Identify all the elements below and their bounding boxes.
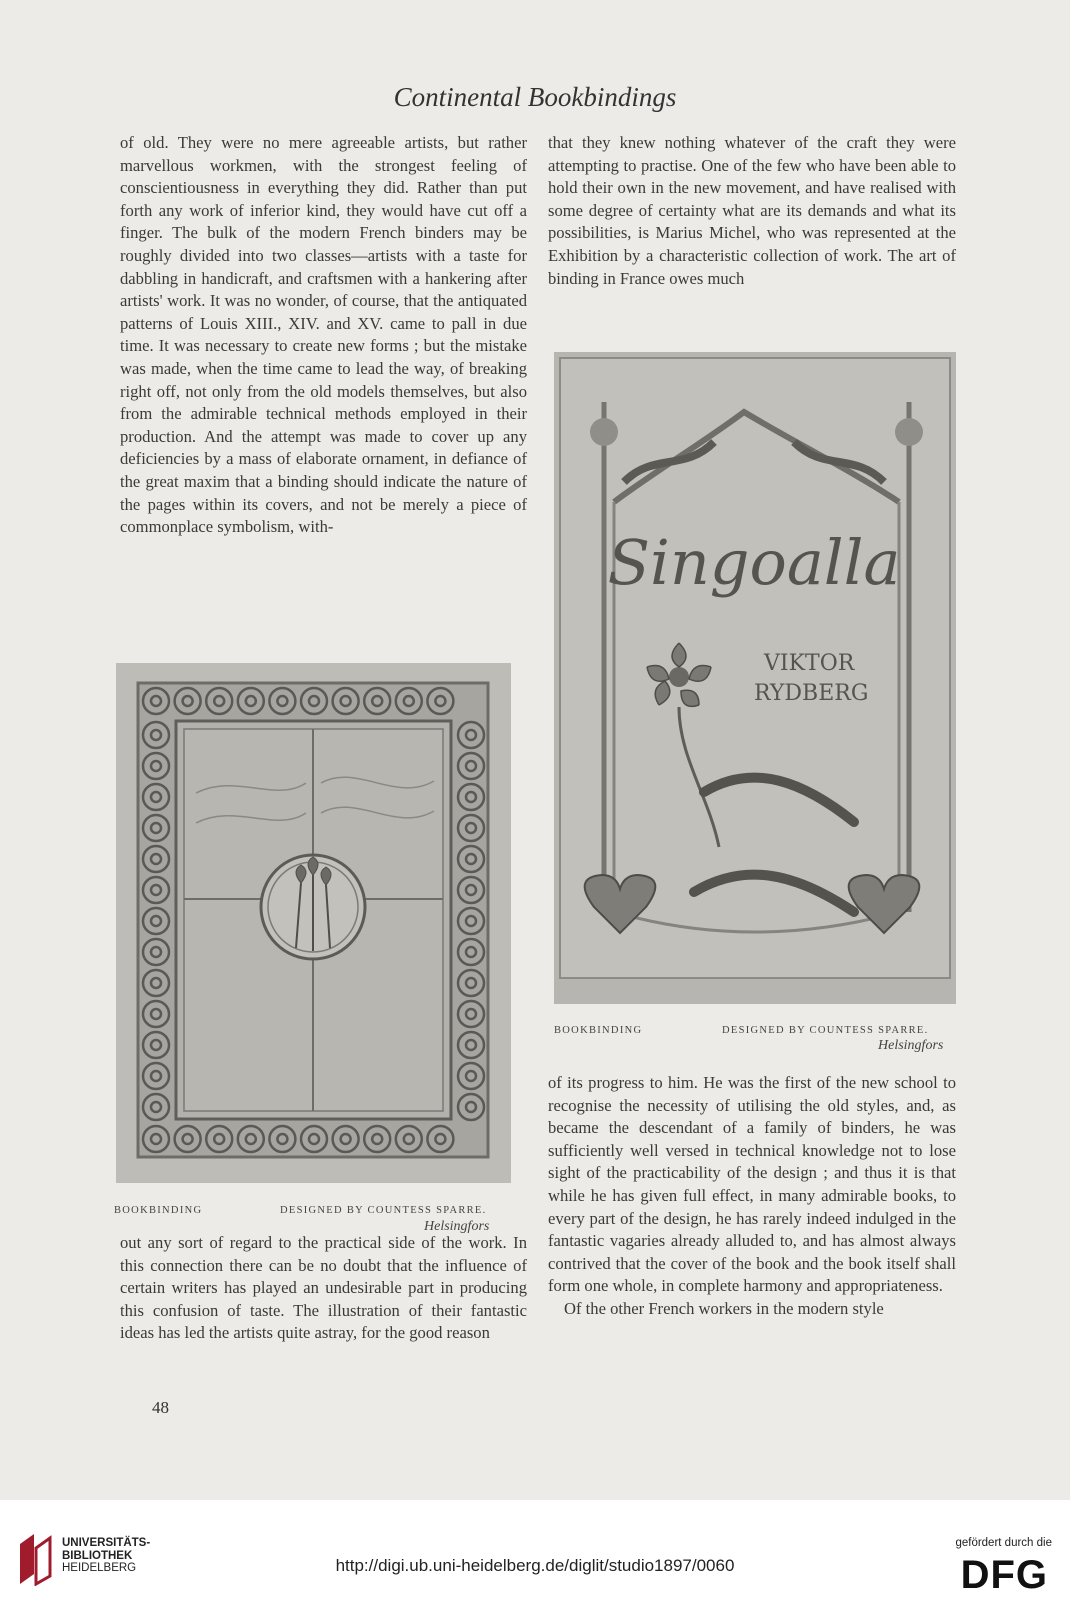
text-column-right-top	[548, 132, 956, 290]
bookbinding-cover-drawing	[116, 663, 511, 1183]
digitization-footer	[0, 1500, 1070, 1610]
caption-place: Helsingfors	[424, 1219, 490, 1234]
text-column-left-top	[120, 132, 527, 539]
cover-title: Singoalla	[607, 526, 901, 599]
dfg-logo: DFG	[960, 1553, 1048, 1597]
running-title: Continental Bookbindings	[393, 82, 677, 112]
paragraph: of old. They were no mere agreeable artists, but rather marvellous workmen, with the strongest feeling of conscientiousness in everything they did. Rather than put forth any work of inferior kind, they would have cut off a finger. The bulk of the modern French binders may be roughly divided into two classes—artists with a taste for dabbling in handicraft, and craftsmen with a hankering after artists' work. It was no wonder, of course, that the antiquated patterns of Louis XIII., XIV. and XV. came to pall in due time. It was necessary to create new forms ; but the mistake was made, when the time came to lead the way, of breaking right off, not only from the old models themselves, but also from the admirable technical methods employed in their production. And the attempt was made to cover up any deficiencies by a mass of elaborate ornament, in defiance of the great maxim that a binding should indicate the nature of the pages within its covers, and not be merely a piece of commonplace symbolism, with-	[120, 133, 527, 537]
caption-credit: DESIGNED BY COUNTESS SPARRE.	[722, 1025, 929, 1036]
caption-place: Helsingfors	[878, 1038, 944, 1053]
caption-label: BOOKBINDING	[114, 1205, 203, 1216]
text-column-left-bottom	[120, 1232, 527, 1345]
singoalla-cover-drawing	[554, 352, 956, 1004]
library-name-line: BIBLIOTHEK	[62, 1549, 133, 1562]
bookbinding-illustration-right	[554, 352, 956, 1004]
paragraph: out any sort of regard to the practical side of the work. In this connection there can be no doubt that the influence of certain writers has played an undesirable part in producing this confusion of taste. The illustration of their fantastic ideas has led the artists quite astray, for the good reason	[120, 1233, 527, 1343]
library-name-line: UNIVERSITÄTS-	[62, 1537, 151, 1549]
paragraph: Of the other French workers in the modern style	[564, 1298, 884, 1318]
funded-by-label: gefördert durch die	[955, 1537, 1052, 1549]
permalink-url[interactable]: http://digi.ub.uni-heidelberg.de/diglit/studio1897/0060	[335, 1556, 735, 1575]
bookbinding-illustration-left	[116, 663, 511, 1183]
caption-label: BOOKBINDING	[554, 1025, 643, 1036]
paragraph: of its progress to him. He was the first of the new school to recognise the necessity of utilising the old styles, and, as became the descendant of a family of binders, he was sufficiently well versed in technical knowledge not to lose sight of the practicability of the design ; and thus it is that while he has given full effect, in many admirable books, to every part of the design, he has rarely indeed indulged in the fantastic vagaries already alluded to, and has almost always contrived that the cover of the book and the book itself shall form one whole, in complete harmony and appropriateness.	[548, 1073, 956, 1296]
library-name-line: HEIDELBERG	[62, 1562, 137, 1574]
caption-credit: DESIGNED BY COUNTESS SPARRE.	[280, 1205, 487, 1216]
text-column-right-bottom	[548, 1072, 956, 1321]
cover-author-last: RYDBERG	[754, 681, 869, 706]
paragraph: that they knew nothing whatever of the craft they were attempting to practise. One of the few who have been able to hold their own in the new movement, and have realised with some degree of certainty what are its demands and what its possibilities, is Marius Michel, who was represented at the Exhibition by a characteristic collection of work. The art of binding in France owes much	[548, 133, 956, 288]
page-number: 48	[152, 1398, 169, 1417]
cover-author-first: VIKTOR	[764, 651, 855, 676]
